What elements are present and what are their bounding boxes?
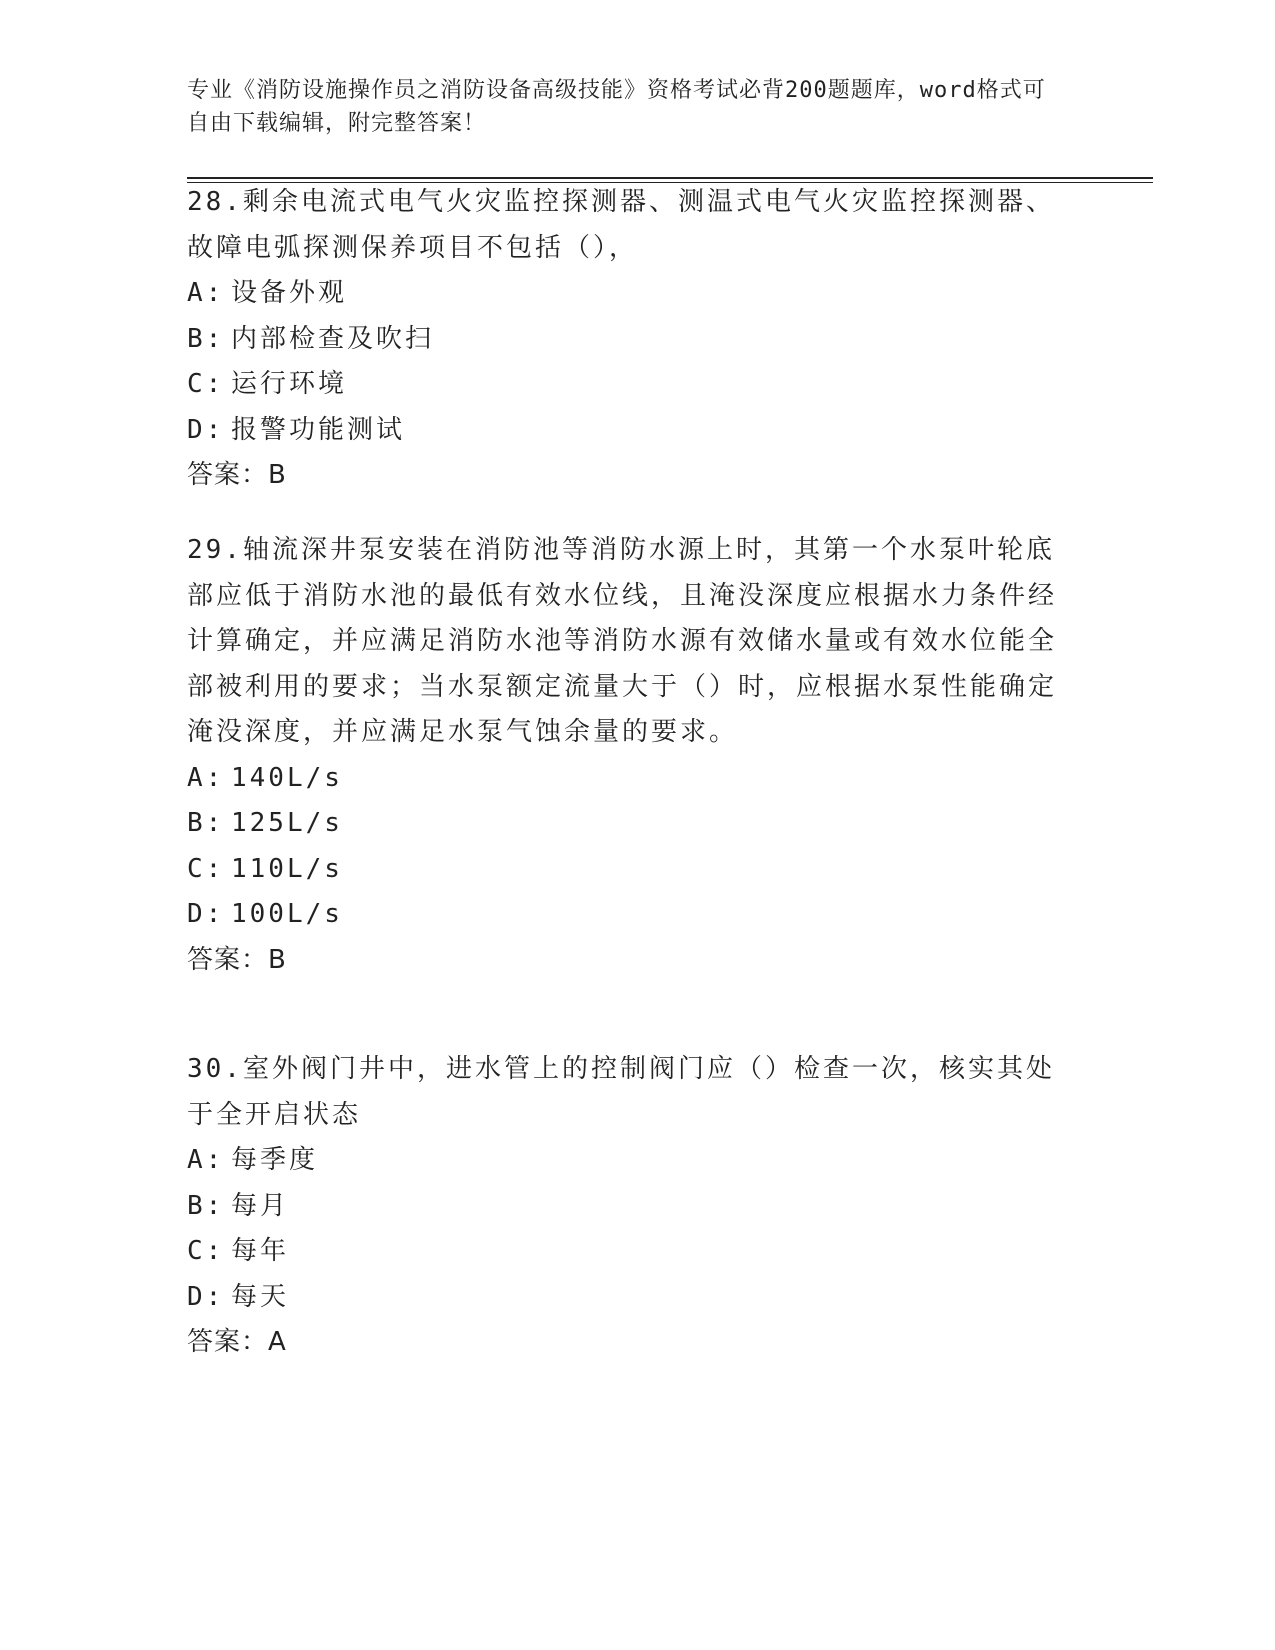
question-stem: 29.轴流深井泵安装在消防池等消防水源上时，其第一个水泵叶轮底部应低于消防水池的最低有效水位线，且淹没深度应根据水力条件经计算确定，并应满足消防水池等消防水源有效储水量或有效水位能全部被利用的要求；当水泵额定流量大于（）时，应根据水泵性能确定淹没深度，并应满足水泵气蚀余量的要求。 <box>187 535 1058 747</box>
question-29 <box>187 528 1087 983</box>
option-text: 140L/s <box>231 762 343 793</box>
option-key: B: <box>187 323 225 354</box>
option-text: 100L/s <box>231 899 343 929</box>
option-text: 每年 <box>231 1236 290 1266</box>
option-text: 每季度 <box>231 1145 319 1175</box>
option-text: 125L/s <box>231 808 343 838</box>
option-key: D: <box>187 1281 225 1312</box>
option-c <box>187 1229 1087 1275</box>
option-key: A: <box>187 1145 225 1175</box>
option-text: 设备外观 <box>231 278 348 308</box>
option-key: A: <box>187 762 225 793</box>
answer-line: 答案：B <box>187 944 287 975</box>
option-a <box>187 1138 1087 1184</box>
option-d <box>187 1275 1087 1321</box>
option-text: 报警功能测试 <box>231 414 406 445</box>
option-a <box>187 756 1087 802</box>
header-divider <box>187 177 1153 179</box>
option-text: 每月 <box>231 1190 290 1221</box>
option-key: B: <box>187 1190 225 1221</box>
option-key: C: <box>187 853 225 884</box>
option-text: 110L/s <box>231 853 343 884</box>
option-text: 每天 <box>231 1281 290 1312</box>
option-key: C: <box>187 1236 225 1266</box>
option-key: B: <box>187 808 225 838</box>
answer-line: 答案：B <box>187 460 287 490</box>
option-b <box>187 1184 1087 1230</box>
option-key: A: <box>187 278 225 308</box>
option-key: D: <box>187 414 225 445</box>
option-text: 运行环境 <box>231 369 348 399</box>
question-stem: 28.剩余电流式电气火灾监控探测器、测温式电气火灾监控探测器、故障电弧探测保养项目不包括（）， <box>187 187 1055 263</box>
option-d <box>187 408 1087 454</box>
option-b <box>187 317 1087 363</box>
option-a <box>187 271 1087 317</box>
option-text: 内部检查及吹扫 <box>231 323 435 354</box>
option-c <box>187 847 1087 893</box>
option-b <box>187 801 1087 847</box>
answer-line: 答案：A <box>187 1327 287 1357</box>
question-28 <box>187 180 1087 499</box>
document-header: 专业《消防设施操作员之消防设备高级技能》资格考试必背200题题库，word格式可自由下载编辑，附完整答案！ <box>187 78 1046 136</box>
option-d <box>187 892 1087 938</box>
option-c <box>187 362 1087 408</box>
question-30 <box>187 1047 1087 1366</box>
question-stem: 30.室外阀门井中，进水管上的控制阀门应（）检查一次，核实其处于全开启状态 <box>187 1054 1055 1130</box>
option-key: C: <box>187 369 225 399</box>
option-key: D: <box>187 899 225 929</box>
